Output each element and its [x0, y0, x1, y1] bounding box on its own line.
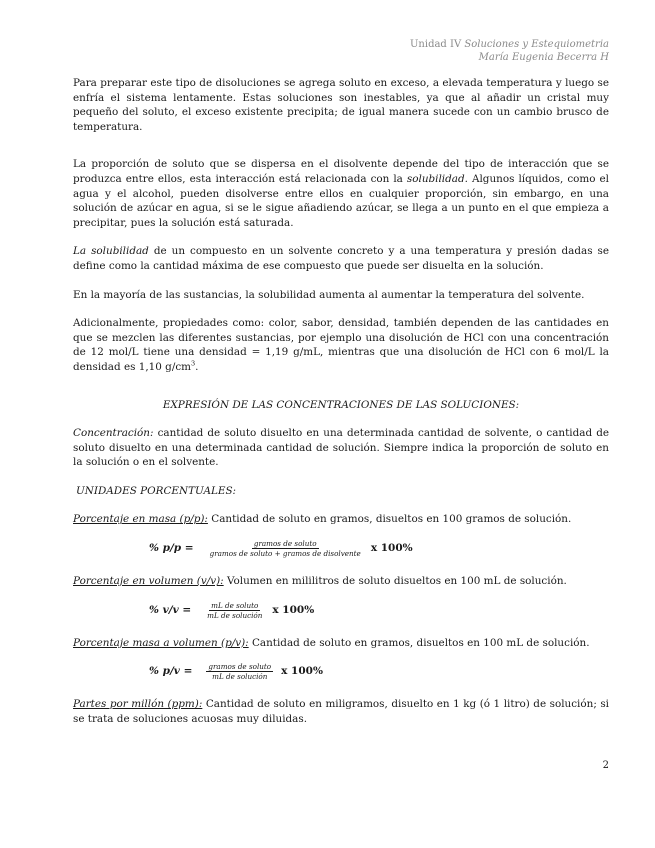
formula-fraction [208, 539, 363, 558]
definition-mass-percent: Porcentaje en masa (p/p): Cantidad de soluto en gramos, disueltos en 100 gramos de solución. [73, 513, 572, 526]
document-body [73, 76, 609, 726]
page-number: 2 [602, 760, 609, 771]
formula-fraction [205, 601, 264, 620]
term-porcentaje-volumen: Porcentaje en volumen (v/v): [73, 575, 224, 588]
formula-lhs: % p/p = [149, 542, 194, 555]
formula-multiplier: x 100% [370, 542, 413, 555]
formula-lhs: % v/v = [149, 603, 192, 616]
term-la-solubilidad: La solubilidad [73, 245, 149, 258]
header-subject: Soluciones y Estequiometria [464, 39, 609, 50]
formula-lhs: % p/v = [149, 665, 193, 678]
paragraph-properties: Adicionalmente, propiedades como: color, sabor, densidad, también dependen de las cantidades en que se mezclen las diferentes sustancias, por ejemplo una disolución de HCl con una concentración de 12 mol/L tiene una densidad = 1,19 g/mL, mientras que una disolución de HCl con 6 mol/L la densidad es 1,10 $g/cm^3$. [73, 317, 609, 373]
formula-volume-percent [149, 601, 609, 620]
paragraph-solubility-definition: La solubilidad de un compuesto en un solvente concreto y a una temperatura y presión dadas se define como la cantidad máxima de ese compuesto que puede ser disuelta en la solución. [73, 245, 610, 272]
formula-multiplier: x 100% [272, 603, 315, 616]
term-porcentaje-masa-volumen: Porcentaje masa a volumen (p/v): [73, 636, 249, 649]
definition-ppm: Partes por millón (ppm): Cantidad de soluto en miligramos, disuelto en 1 kg (ó 1 litro) de solución; si se trata de soluciones acuosas muy diluidas. [73, 698, 609, 725]
definition-mass-volume-percent: Porcentaje masa a volumen (p/v): Cantidad de soluto en gramos, disueltos en 100 mL de solución. [73, 636, 590, 649]
formula-numerator: gramos de soluto [208, 662, 272, 672]
paragraph-concentration: Concentración: cantidad de soluto disuelto en una determinada cantidad de solvente, o cantidad de soluto disuelto en una determinada cantidad de solución. Siempre indica la proporción de soluto en la solución o en el solvente. [73, 427, 609, 469]
header-line-1 [410, 38, 609, 51]
term-concentracion: Concentración: [73, 427, 154, 440]
formula-fraction [206, 662, 273, 681]
term-solubilidad: solubilidad [406, 172, 465, 185]
superscript-3: 3 [191, 359, 196, 368]
term-ppm: Partes por millón (ppm): [73, 698, 203, 711]
formula-denominator: mL de solución [212, 672, 268, 682]
formula-multiplier: x 100% [281, 665, 323, 678]
formula-mass-volume-percent [149, 662, 609, 681]
formula-denominator: mL de solución [207, 610, 263, 620]
page-header [410, 38, 609, 64]
paragraph-temperature: En la mayoría de las sustancias, la solubilidad aumenta al aumentar la temperatura del solvente. [73, 288, 585, 301]
formula-denominator: gramos de soluto + gramos de disolvente [209, 549, 361, 559]
paragraph-proportion: La proporción de soluto que se dispersa en el disolvente depende del tipo de interacción que se produzca entre ellos, esta interacción está relacionada con la solubilidad. Algunos líquidos, como el agua y el alcohol, pueden disolverse entre ellos en cualquier proporción, sin embargo, en una solución de azúcar en agua, si se le sigue añadiendo azúcar, se llega a un punto en el que empieza a precipitar, pues la solución está saturada. [73, 158, 609, 229]
formula-numerator: gramos de soluto [253, 539, 317, 549]
header-author: María Eugenia Becerra H [478, 52, 609, 63]
units-heading: UNIDADES PORCENTUALES: [76, 484, 237, 497]
section-heading: EXPRESIÓN DE LAS CONCENTRACIONES DE LAS SOLUCIONES: [162, 398, 520, 411]
formula-mass-percent [149, 539, 609, 558]
header-unit: Unidad IV [410, 39, 465, 50]
paragraph-supersaturated: Para preparar este tipo de disoluciones se agrega soluto en exceso, a elevada temperatura y luego se enfría el sistema lentamente. Estas soluciones son inestables, ya que al añadir un cristal muy pequeño del soluto, el exceso existente precipita; de igual manera sucede con un cambio brusco de temperatura. [73, 77, 609, 133]
formula-numerator: mL de soluto [211, 600, 259, 610]
definition-volume-percent: Porcentaje en volumen (v/v): Volumen en mililitros de soluto disueltos en 100 mL de solución. [73, 575, 567, 588]
term-porcentaje-masa: Porcentaje en masa (p/p): [73, 513, 208, 526]
